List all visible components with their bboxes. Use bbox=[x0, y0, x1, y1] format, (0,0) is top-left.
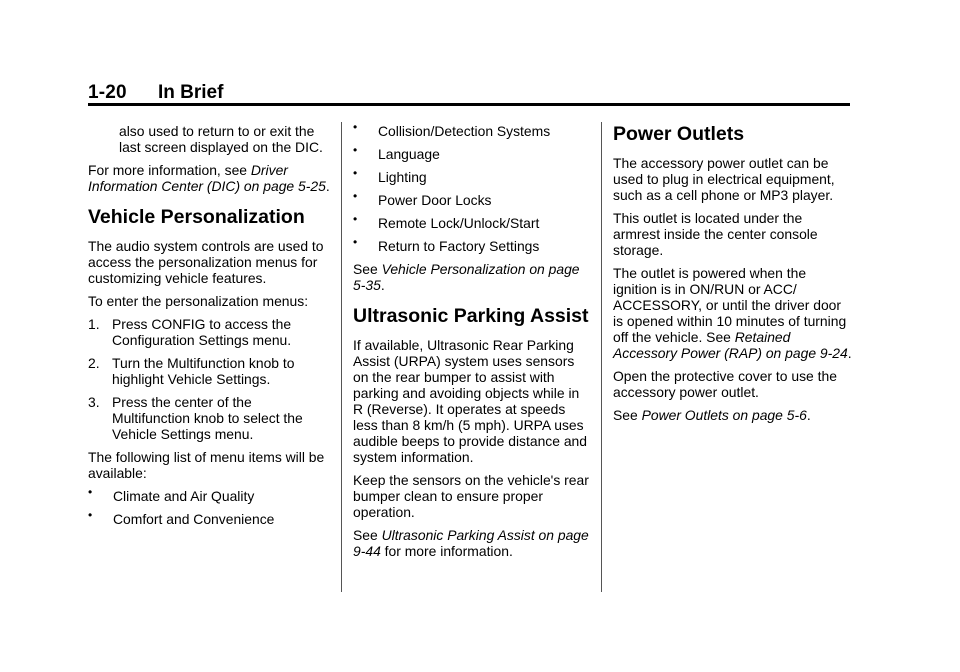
list-item-text: Climate and Air Quality bbox=[113, 488, 255, 504]
step-number: 2. bbox=[88, 355, 100, 371]
vp-see-paragraph bbox=[353, 261, 590, 293]
ultrasonic-parking-assist-heading: Ultrasonic Parking Assist bbox=[353, 305, 589, 327]
see-prefix: See bbox=[353, 527, 382, 543]
vehicle-personalization-heading: Vehicle Personalization bbox=[88, 206, 305, 228]
list-item-text: Remote Lock/Unlock/Start bbox=[378, 215, 540, 231]
enter-menus-paragraph: To enter the personalization menus: bbox=[88, 293, 309, 309]
step-number: 3. bbox=[88, 394, 100, 410]
list-item-text: Power Door Locks bbox=[378, 192, 492, 208]
column-divider-1 bbox=[341, 122, 342, 592]
list-item bbox=[88, 508, 333, 527]
po-paragraph-4: Open the protective cover to use the accessory power outlet. bbox=[613, 368, 837, 400]
list-item-text: Lighting bbox=[378, 169, 427, 185]
po-paragraph-2: This outlet is located under the armrest inside the center console storage. bbox=[613, 210, 818, 258]
step-text: Press the center of the Multifunction knob to select the Vehicle Settings menu. bbox=[112, 394, 303, 442]
vp-reference-link[interactable]: Vehicle Personalization on page 5-35 bbox=[353, 261, 580, 293]
list-item-text: Comfort and Convenience bbox=[113, 511, 275, 527]
po-reference-link[interactable]: Power Outlets on page 5-6 bbox=[641, 407, 807, 423]
bullet-icon: • bbox=[88, 508, 93, 522]
po-paragraph-3 bbox=[613, 265, 853, 361]
see-prefix: See bbox=[353, 261, 382, 277]
upa-reference-link[interactable]: Ultrasonic Parking Assist on page 9-44 bbox=[353, 527, 589, 559]
column-divider-2 bbox=[601, 122, 602, 592]
bullet-icon: • bbox=[88, 485, 93, 499]
bullet-icon: • bbox=[353, 120, 358, 134]
step-item bbox=[88, 394, 333, 442]
list-item bbox=[353, 235, 590, 254]
menu-items-list bbox=[88, 485, 333, 527]
upa-see-paragraph bbox=[353, 527, 590, 559]
list-item bbox=[353, 143, 590, 162]
more-info-prefix: For more information, see bbox=[88, 162, 251, 178]
bullet-icon: • bbox=[353, 189, 358, 203]
step-text: Press CONFIG to access the Configuration Settings menu. bbox=[112, 316, 292, 348]
header-rule bbox=[88, 103, 850, 106]
list-item bbox=[353, 212, 590, 231]
bullet-icon: • bbox=[353, 166, 358, 180]
see-suffix: . bbox=[380, 277, 385, 293]
bullet-icon: • bbox=[353, 143, 358, 157]
list-item bbox=[353, 120, 590, 139]
see-prefix: See bbox=[613, 407, 642, 423]
bullet-icon: • bbox=[353, 235, 358, 249]
step-item bbox=[88, 355, 333, 387]
rap-reference-link[interactable]: Retained Accessory Power (RAP) on page 9-24 bbox=[613, 329, 848, 361]
see-suffix: for more information. bbox=[380, 543, 513, 559]
step-text: Turn the Multifunction knob to highlight Vehicle Settings. bbox=[112, 355, 295, 387]
more-info-suffix: . bbox=[325, 178, 330, 194]
vp-intro-paragraph: The audio system controls are used to access the personalization menus for customizing vehicle features. bbox=[88, 238, 324, 286]
menu-items-list bbox=[353, 120, 590, 254]
po-see-paragraph bbox=[613, 407, 853, 423]
list-item-text: Return to Factory Settings bbox=[378, 238, 540, 254]
following-list-paragraph: The following list of menu items will be available: bbox=[88, 449, 325, 481]
section-title: In Brief bbox=[158, 82, 224, 103]
dic-reference-link[interactable]: Driver Information Center (DIC) on page 5-25 bbox=[88, 162, 326, 194]
continued-text: also used to return to or exit the last screen displayed on the DIC. bbox=[119, 123, 323, 155]
po-paragraph-3-text: The outlet is powered when the ignition is in ON/RUN or ACC/ ACCESSORY, or until the driver door is opened within 10 minutes of turning off the vehicle. See bbox=[613, 265, 847, 345]
column-1 bbox=[88, 123, 333, 534]
column-2 bbox=[353, 120, 590, 566]
list-item bbox=[353, 166, 590, 185]
column-3 bbox=[613, 123, 853, 430]
list-item bbox=[353, 189, 590, 208]
see-suffix: . bbox=[806, 407, 811, 423]
list-item-text: Language bbox=[378, 146, 440, 162]
upa-paragraph-2: Keep the sensors on the vehicle's rear bumper clean to ensure proper operation. bbox=[353, 472, 589, 520]
step-number: 1. bbox=[88, 316, 100, 332]
upa-paragraph-1: If available, Ultrasonic Rear Parking Assist (URPA) system uses sensors on the rear bumper to assist with parking and avoiding objects while in R (Reverse). It operates at speeds less than 8 km/h (5 mph). URPA uses audible beeps to provide distance and system information. bbox=[353, 337, 587, 465]
page-number: 1-20 bbox=[88, 82, 127, 103]
list-item-text: Collision/Detection Systems bbox=[378, 123, 551, 139]
step-item bbox=[88, 316, 333, 348]
po-paragraph-1: The accessory power outlet can be used to plug in electrical equipment, such as a cell phone or MP3 player. bbox=[613, 155, 835, 203]
bullet-icon: • bbox=[353, 212, 358, 226]
power-outlets-heading: Power Outlets bbox=[613, 123, 745, 145]
po-paragraph-3-suffix: . bbox=[847, 345, 852, 361]
list-item bbox=[88, 485, 333, 504]
more-info-paragraph bbox=[88, 162, 333, 194]
